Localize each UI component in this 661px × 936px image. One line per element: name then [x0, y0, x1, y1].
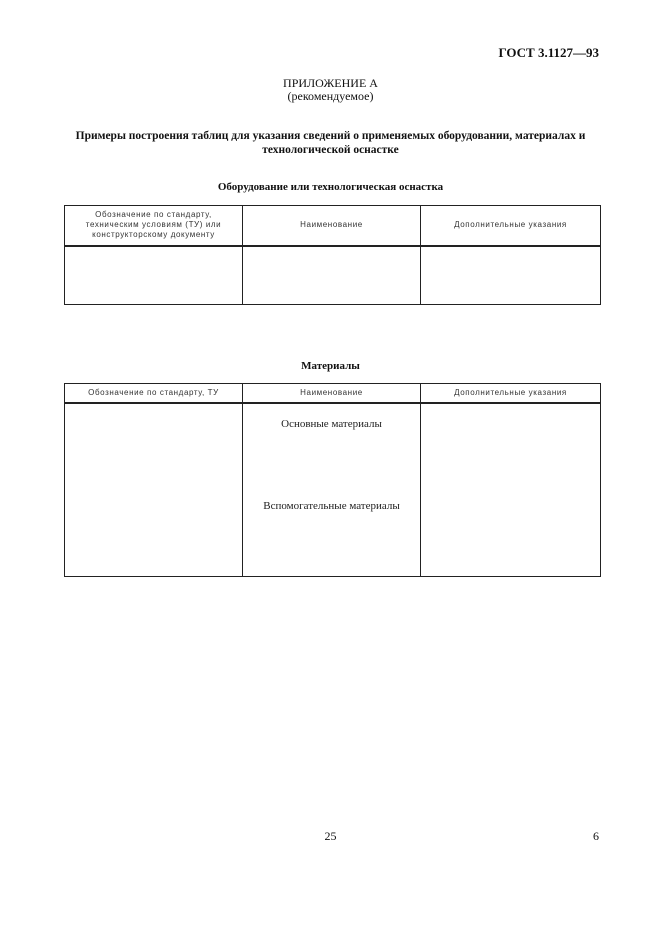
page-number: 25 — [324, 829, 337, 843]
main-materials-label: Основные материалы — [281, 417, 382, 430]
materials-cell-designation — [65, 403, 243, 577]
equipment-table-title: Оборудование или технологическая оснастка — [217, 181, 444, 193]
equipment-table — [64, 205, 601, 305]
equipment-cell-name — [243, 246, 421, 305]
materials-cell-notes — [421, 403, 601, 577]
equipment-col-name: Наименование — [243, 206, 421, 246]
main-title-line-2: технологической оснастке — [262, 144, 399, 156]
main-title-line-1: Примеры построения таблиц для указания сведений о применяемых оборудовании, материалах и — [75, 130, 586, 142]
materials-table — [64, 383, 601, 577]
materials-col-notes: Дополнительные указания — [421, 384, 601, 403]
main-title — [60, 129, 601, 157]
document-code: ГОСТ 3.1127—93 — [498, 45, 599, 60]
auxiliary-materials-label: Вспомогательные материалы — [263, 499, 400, 512]
materials-col-name: Наименование — [243, 384, 421, 403]
materials-table-title: Материалы — [301, 360, 360, 372]
materials-cell-name — [243, 403, 421, 577]
appendix-subtitle: (рекомендуемое) — [287, 89, 374, 103]
equipment-table-header-row — [65, 206, 601, 246]
sheet-number: 6 — [593, 829, 599, 843]
equipment-col-notes: Дополнительные указания — [421, 206, 601, 246]
materials-table-header-row — [65, 384, 601, 403]
equipment-cell-notes — [421, 246, 601, 305]
appendix-heading — [0, 77, 661, 103]
equipment-cell-designation — [65, 246, 243, 305]
equipment-col-designation: Обозначение по стандарту, техническим условиям (ТУ) или конструкторскому документу — [65, 206, 243, 246]
appendix-title: ПРИЛОЖЕНИЕ А — [283, 76, 378, 90]
materials-table-body-row — [65, 403, 601, 577]
equipment-table-body-row — [65, 246, 601, 305]
materials-col-designation: Обозначение по стандарту, ТУ — [65, 384, 243, 403]
